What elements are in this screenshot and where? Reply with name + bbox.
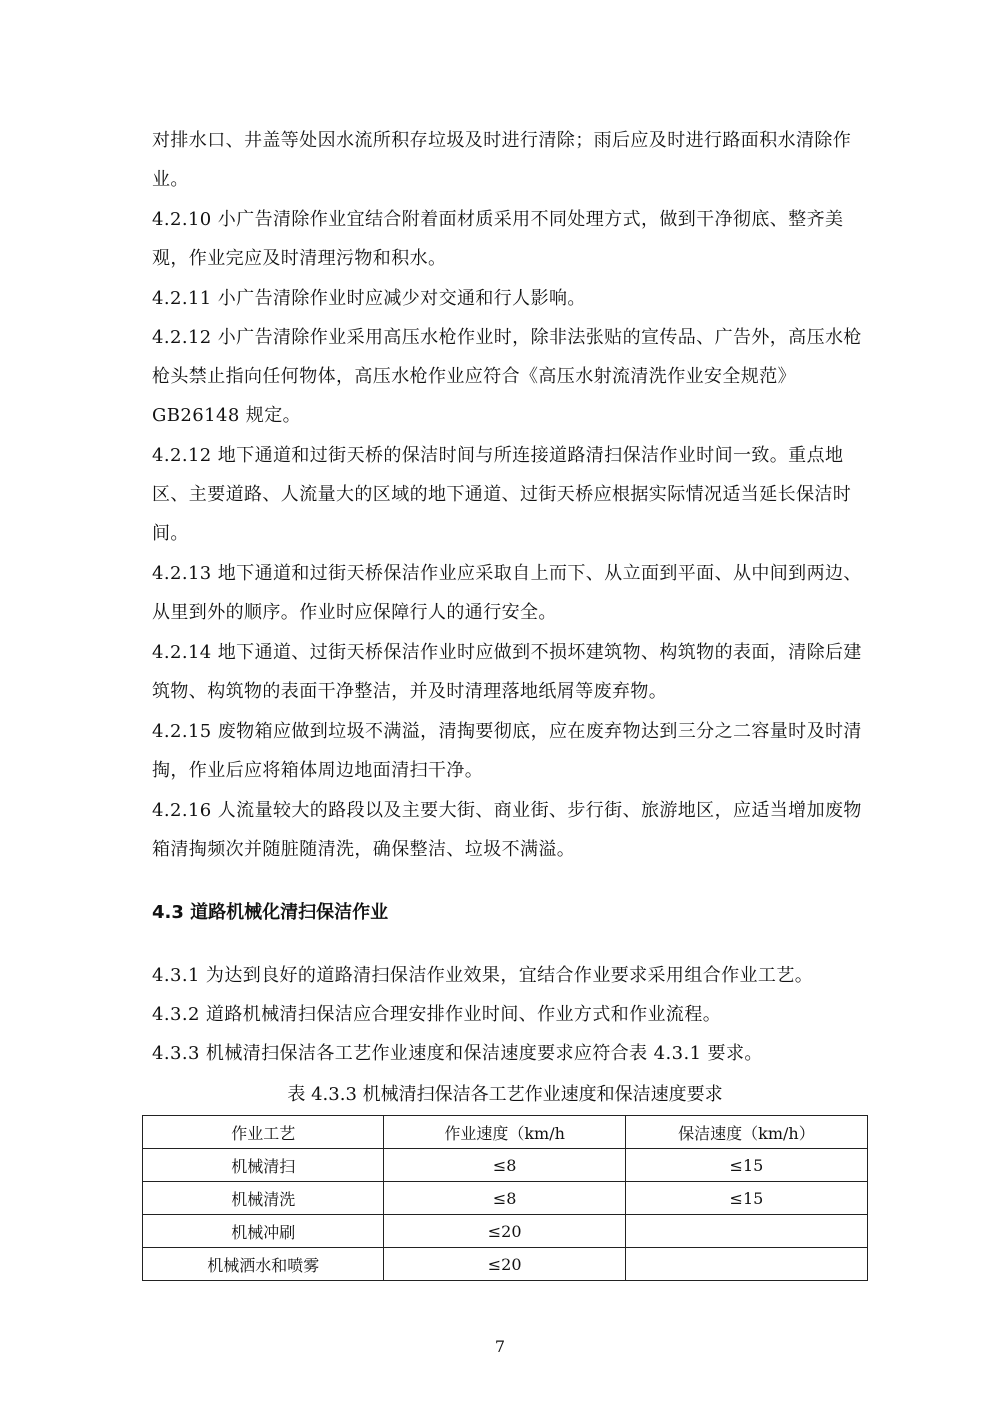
cell-cleaning-speed: ≤15 — [625, 1182, 867, 1215]
paragraph-4-2-11: 4.2.11 小广告清除作业时应减少对交通和行人影响。 — [152, 288, 586, 309]
paragraph-4-3-3: 4.3.3 机械清扫保洁各工艺作业速度和保洁速度要求应符合表 4.3.1 要求。 — [152, 1043, 763, 1064]
cell-operating-speed: ≤8 — [384, 1182, 625, 1215]
cell-process: 机械冲刷 — [143, 1215, 384, 1248]
table-row — [143, 1248, 868, 1281]
cell-process: 机械清扫 — [143, 1149, 384, 1182]
cell-process: 机械清洗 — [143, 1182, 384, 1215]
paragraph-4-2-13: 4.2.13 地下通道和过街天桥保洁作业应采取自上而下、从立面到平面、从中间到两边、从里到外的顺序。作业时应保障行人的通行安全。 — [152, 563, 862, 623]
header-operating-speed: 作业速度（km/h — [384, 1116, 625, 1149]
paragraph-4-3-1: 4.3.1 为达到良好的道路清扫保洁作业效果，宜结合作业要求采用组合作业工艺。 — [152, 965, 814, 986]
table-row — [143, 1149, 868, 1182]
table-caption: 表 4.3.3 机械清扫保洁各工艺作业速度和保洁速度要求 — [287, 1084, 723, 1105]
table-row — [143, 1182, 868, 1215]
paragraph-4-2-12-underpass-time: 4.2.12 地下通道和过街天桥的保洁时间与所连接道路清扫保洁作业时间一致。重点地区、主要道路、人流量大的区域的地下通道、过街天桥应根据实际情况适当延长保洁时间。 — [152, 445, 852, 544]
paragraph-4-2-10: 4.2.10 小广告清除作业宜结合附着面材质采用不同处理方式，做到干净彻底、整齐美观，作业完应及时清理污物和积水。 — [152, 209, 844, 269]
paragraph-4-2-12-high-pressure: 4.2.12 小广告清除作业采用高压水枪作业时，除非法张贴的宣传品、广告外，高压水枪枪头禁止指向任何物体，高压水枪作业应符合《高压水射流清洗作业安全规范》GB26148 规定。 — [152, 327, 862, 426]
cell-operating-speed: ≤20 — [384, 1215, 625, 1248]
cell-operating-speed: ≤20 — [384, 1248, 625, 1281]
paragraph-drainage-cleanup: 对排水口、井盖等处因水流所积存垃圾及时进行清除；雨后应及时进行路面积水清除作业。 — [152, 130, 852, 190]
cell-cleaning-speed — [625, 1215, 867, 1248]
paragraph-4-3-2: 4.3.2 道路机械清扫保洁应合理安排作业时间、作业方式和作业流程。 — [152, 1004, 722, 1025]
speed-requirements-table — [142, 1115, 868, 1281]
cell-cleaning-speed — [625, 1248, 867, 1281]
paragraph-4-2-15: 4.2.15 废物箱应做到垃圾不满溢，清掏要彻底，应在废弃物达到三分之二容量时及时清掏，作业后应将箱体周边地面清扫干净。 — [152, 721, 862, 781]
table-row — [143, 1215, 868, 1248]
table-header-row — [143, 1116, 868, 1149]
page-number: 7 — [494, 1337, 506, 1356]
cell-operating-speed: ≤8 — [384, 1149, 625, 1182]
cell-cleaning-speed: ≤15 — [625, 1149, 867, 1182]
header-cleaning-speed: 保洁速度（km/h） — [625, 1116, 867, 1149]
paragraph-4-2-14: 4.2.14 地下通道、过街天桥保洁作业时应做到不损坏建筑物、构筑物的表面，清除后建筑物、构筑物的表面干净整洁，并及时清理落地纸屑等废弃物。 — [152, 642, 862, 702]
section-heading-4-3: 4.3 道路机械化清扫保洁作业 — [152, 902, 389, 923]
paragraph-4-2-16: 4.2.16 人流量较大的路段以及主要大街、商业街、步行街、旅游地区，应适当增加废物箱清掏频次并随脏随清洗，确保整洁、垃圾不满溢。 — [152, 800, 862, 860]
cell-process: 机械洒水和喷雾 — [143, 1248, 384, 1281]
header-process: 作业工艺 — [143, 1116, 384, 1149]
